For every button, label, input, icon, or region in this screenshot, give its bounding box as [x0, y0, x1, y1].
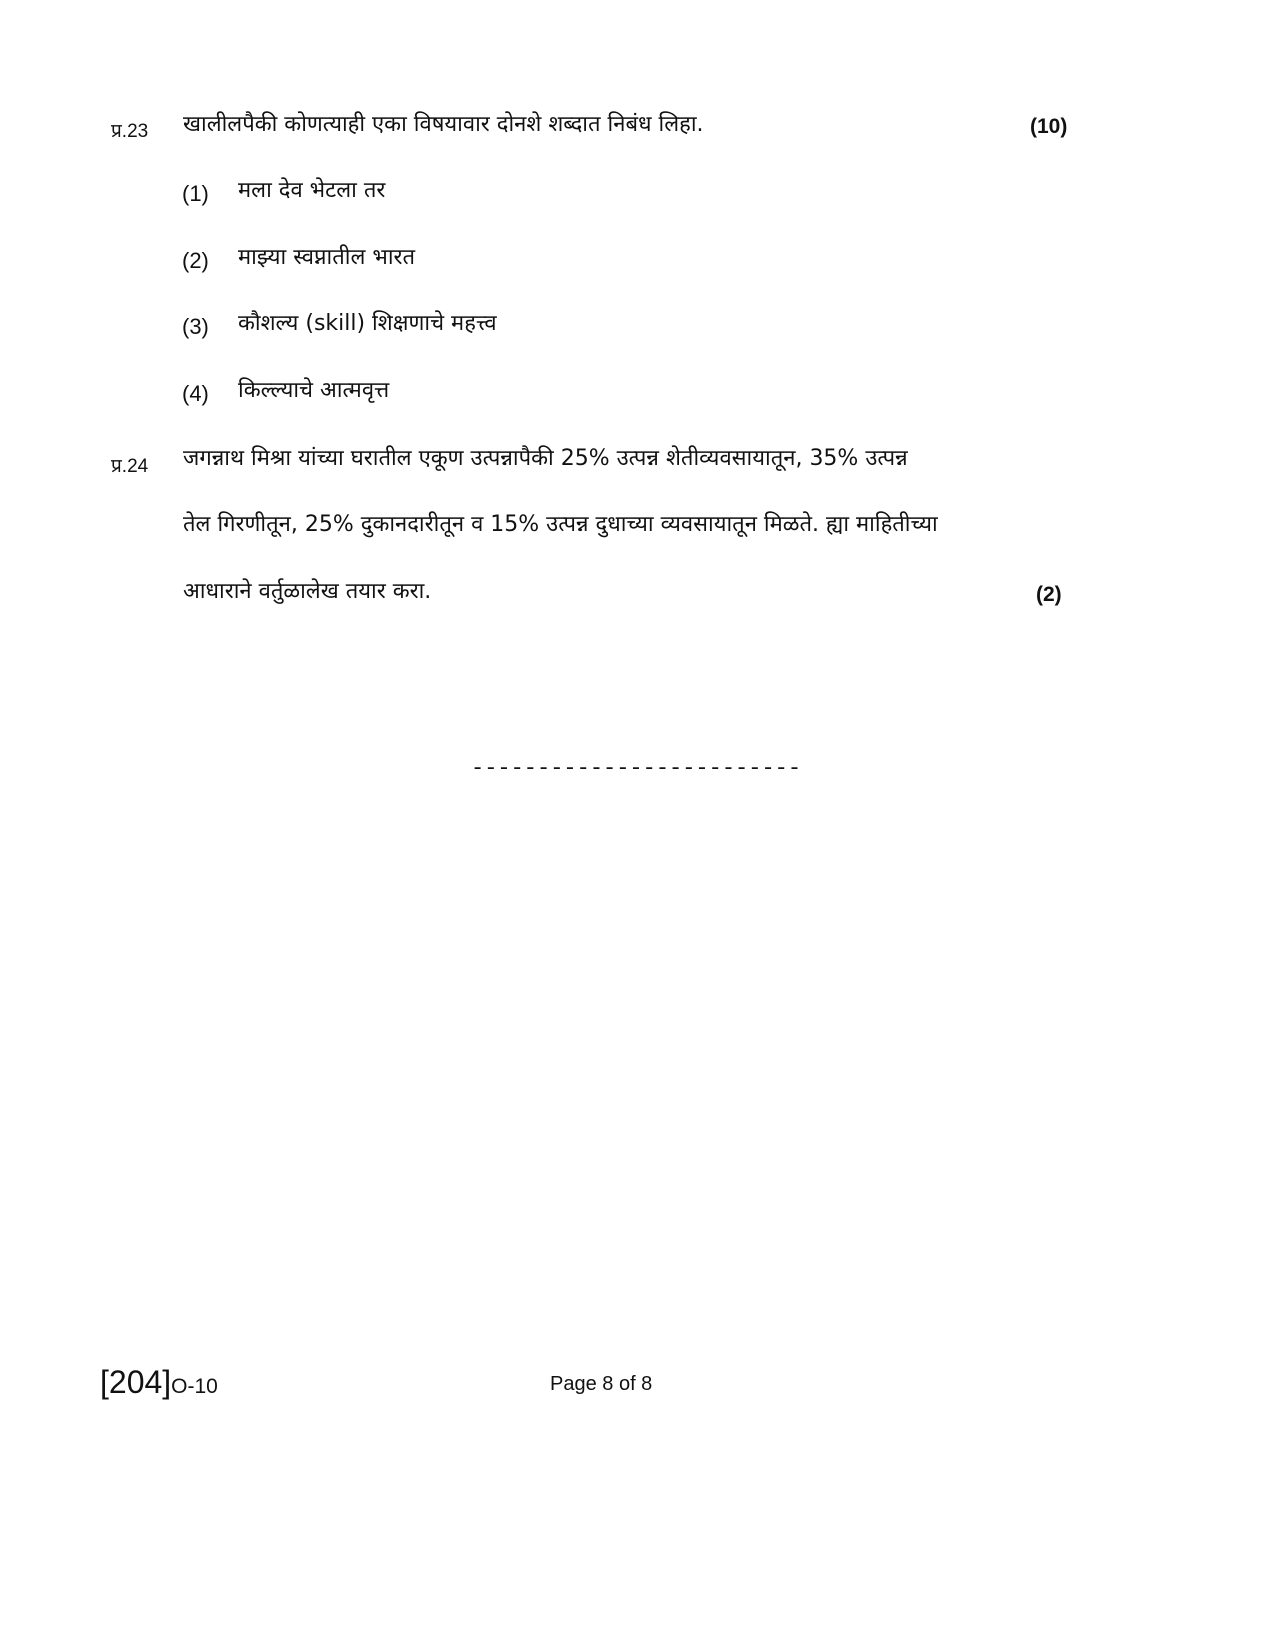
question-24-line-2: तेल गिरणीतून, 25% दुकानदारीतून व 15% उत्पन्न दुधाच्या व्यवसायातून मिळते. ह्या माहितीच्या	[183, 512, 938, 537]
paper-code-main: [204]	[100, 1364, 172, 1400]
page-number: Page 8 of 8	[550, 1373, 653, 1395]
option-4-text: किल्ल्याचे आत्मवृत्त	[238, 378, 390, 403]
option-2-number: (2)	[182, 248, 209, 273]
question-23-text: खालीलपैकी कोणत्याही एका विषयावार दोनशे शब्दात निबंध लिहा.	[183, 112, 704, 137]
question-23-number: प्र.23	[111, 121, 149, 142]
paper-code-sub: O-10	[171, 1375, 218, 1398]
question-24-line-3: आधाराने वर्तुळालेख तयार करा.	[183, 579, 432, 604]
option-4-number: (4)	[182, 381, 209, 406]
paper-code	[100, 1364, 218, 1401]
option-3-number: (3)	[182, 314, 209, 339]
end-divider: -------------------------	[471, 756, 802, 781]
question-24-marks: (2)	[1036, 583, 1062, 606]
question-24-number: प्र.24	[111, 456, 149, 477]
option-1-number: (1)	[182, 181, 209, 206]
option-3-text: कौशल्य (skill) शिक्षणाचे महत्त्व	[238, 311, 497, 336]
question-24-line-1: जगन्नाथ मिश्रा यांच्या घरातील एकूण उत्पन्नापैकी 25% उत्पन्न शेतीव्यवसायातून, 35% उत्पन्न	[183, 446, 908, 471]
option-2-text: माझ्या स्वप्नातील भारत	[238, 245, 416, 270]
option-1-text: मला देव भेटला तर	[238, 178, 386, 203]
question-23-marks: (10)	[1030, 115, 1068, 138]
